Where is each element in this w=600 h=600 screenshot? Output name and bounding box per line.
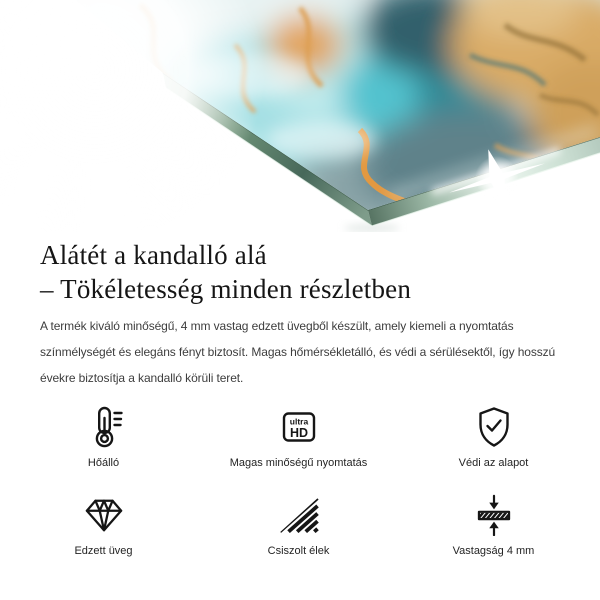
product-description: A termék kiváló minőségű, 4 mm vastag edzett üvegből készült, amely kiemeli a nyomtatás színmélységét és elegáns fényt biztosít. Magas hőmérsékletálló, és védi a sérülésektől, így hosszú évekre biztosítja a kandalló körüli teret. — [40, 319, 556, 385]
title-line-1: Alátét a kandalló alá — [40, 240, 267, 270]
feature-item-tempered-glass — [6, 493, 201, 557]
diamond-icon — [82, 493, 126, 537]
feature-label: Edzett üveg — [74, 545, 133, 557]
shield-check-icon — [474, 405, 514, 449]
glass-panel-art — [0, 0, 600, 232]
polished-edges-icon — [277, 493, 321, 537]
product-photo — [0, 0, 600, 232]
svg-text:ultra: ultra — [289, 416, 308, 427]
feature-label: Vastagság 4 mm — [452, 545, 535, 557]
feature-label: Magas minőségű nyomtatás — [229, 457, 368, 469]
feature-item-polished-edges — [201, 493, 396, 557]
feature-item-heat-resistant — [6, 405, 201, 469]
feature-item-ultra-hd-print — [201, 405, 396, 469]
feature-grid — [6, 405, 600, 557]
ultra-hd-icon — [279, 405, 319, 449]
page-title — [40, 238, 560, 306]
product-info-section — [0, 238, 600, 557]
thermometer-icon — [84, 405, 124, 449]
feature-item-protects-base — [396, 405, 591, 469]
svg-text:HD: HD — [289, 426, 308, 440]
feature-label: Védi az alapot — [458, 457, 529, 469]
feature-item-thickness — [396, 493, 591, 557]
feature-label: Hőálló — [87, 457, 120, 469]
thickness-arrows-icon — [474, 493, 514, 537]
feature-label: Csiszolt élek — [267, 545, 330, 557]
title-line-2: – Tökéletesség minden részletben — [40, 274, 412, 304]
